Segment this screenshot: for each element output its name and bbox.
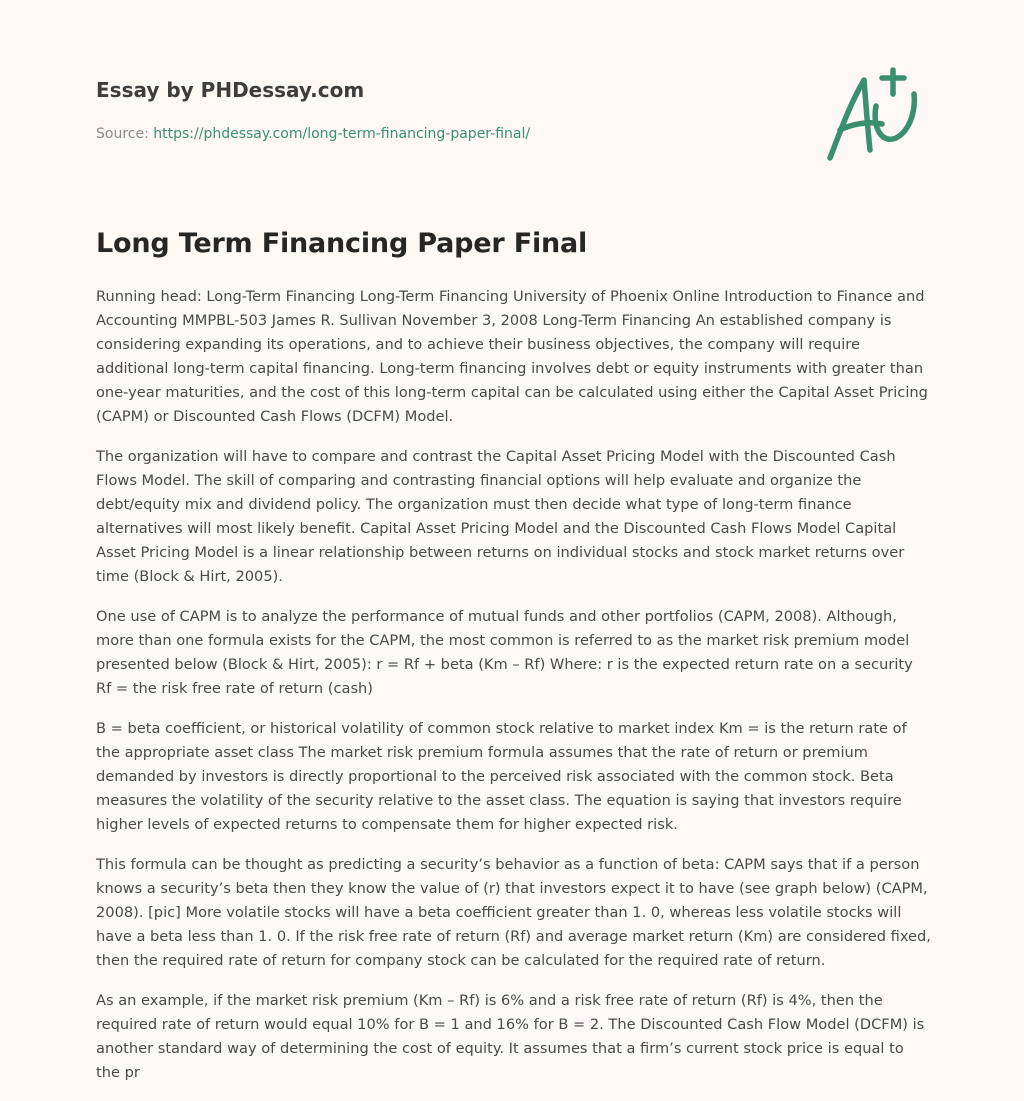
a-plus-icon: [820, 66, 930, 166]
source-line: [96, 124, 796, 144]
site-brand: Essay by PHDessay.com: [96, 78, 365, 102]
source-link[interactable]: https://phdessay.com/long-term-financing-paper-final/: [153, 126, 531, 142]
paragraph: One use of CAPM is to analyze the performance of mutual funds and other portfolios (CAPM, 2008). Although, more than one formula exists for the CAPM, the most common is referred to as the market risk premium model presented below (Block & Hirt, 2005): r = Rf + beta (Km – Rf) Where: r is the expected return rate on a security Rf = the risk free rate of return (cash): [96, 608, 913, 697]
source-label: Source:: [96, 126, 149, 142]
paragraph: As an example, if the market risk premium (Km – Rf) is 6% and a risk free rate of return (Rf) is 4%, then the required rate of return would equal 10% for B = 1 and 16% for B = 2. The Discounted Cash Flow Model (DCFM) is another standard way of determining the cost of equity. It assumes that a firm’s current stock price is equal to the pr: [96, 992, 925, 1081]
paragraph: B = beta coefficient, or historical volatility of common stock relative to market index Km = is the return rate of the appropriate asset class The market risk premium formula assumes that the rate of return or premium demanded by investors is directly proportional to the perceived risk associated with the common stock. Beta measures the volatility of the security relative to the asset class. The equation is saying that investors require higher levels of expected returns to compensate them for higher expected risk.: [96, 720, 907, 833]
paragraph: Running head: Long-Term Financing Long-Term Financing University of Phoenix Online Introduction to Finance and Accounting MMPBL-503 James R. Sullivan November 3, 2008 Long-Term Financing An established company is considering expanding its operations, and to achieve their business objectives, the company will require additional long-term capital financing. Long-term financing involves debt or equity instruments with greater than one-year maturities, and the cost of this long-term capital can be calculated using either the Capital Asset Pricing (CAPM) or Discounted Cash Flows (DCFM) Model.: [96, 288, 928, 425]
essay-body: [96, 285, 932, 1101]
page-header: [96, 76, 796, 144]
paragraph: The organization will have to compare and contrast the Capital Asset Pricing Model with the Discounted Cash Flows Model. The skill of comparing and contrasting financial options will help evaluate and organize the debt/equity mix and dividend policy. The organization must then decide what type of long-term finance alternatives will most likely benefit. Capital Asset Pricing Model and the Discounted Cash Flows Model Capital Asset Pricing Model is a linear relationship between returns on individual stocks and stock market returns over time (Block & Hirt, 2005).: [96, 448, 905, 585]
page-title: Long Term Financing Paper Final: [96, 228, 588, 259]
paragraph: This formula can be thought as predicting a security’s behavior as a function of beta: CAPM says that if a person knows a security’s beta then they know the value of (r) that investors expect it to have (see graph below) (CAPM, 2008). [pic] More volatile stocks will have a beta coefficient greater than 1. 0, whereas less volatile stocks will have a beta less than 1. 0. If the risk free rate of return (Rf) and average market return (Km) are considered fixed, then the required rate of return for company stock can be calculated for the required rate of return.: [96, 856, 931, 969]
